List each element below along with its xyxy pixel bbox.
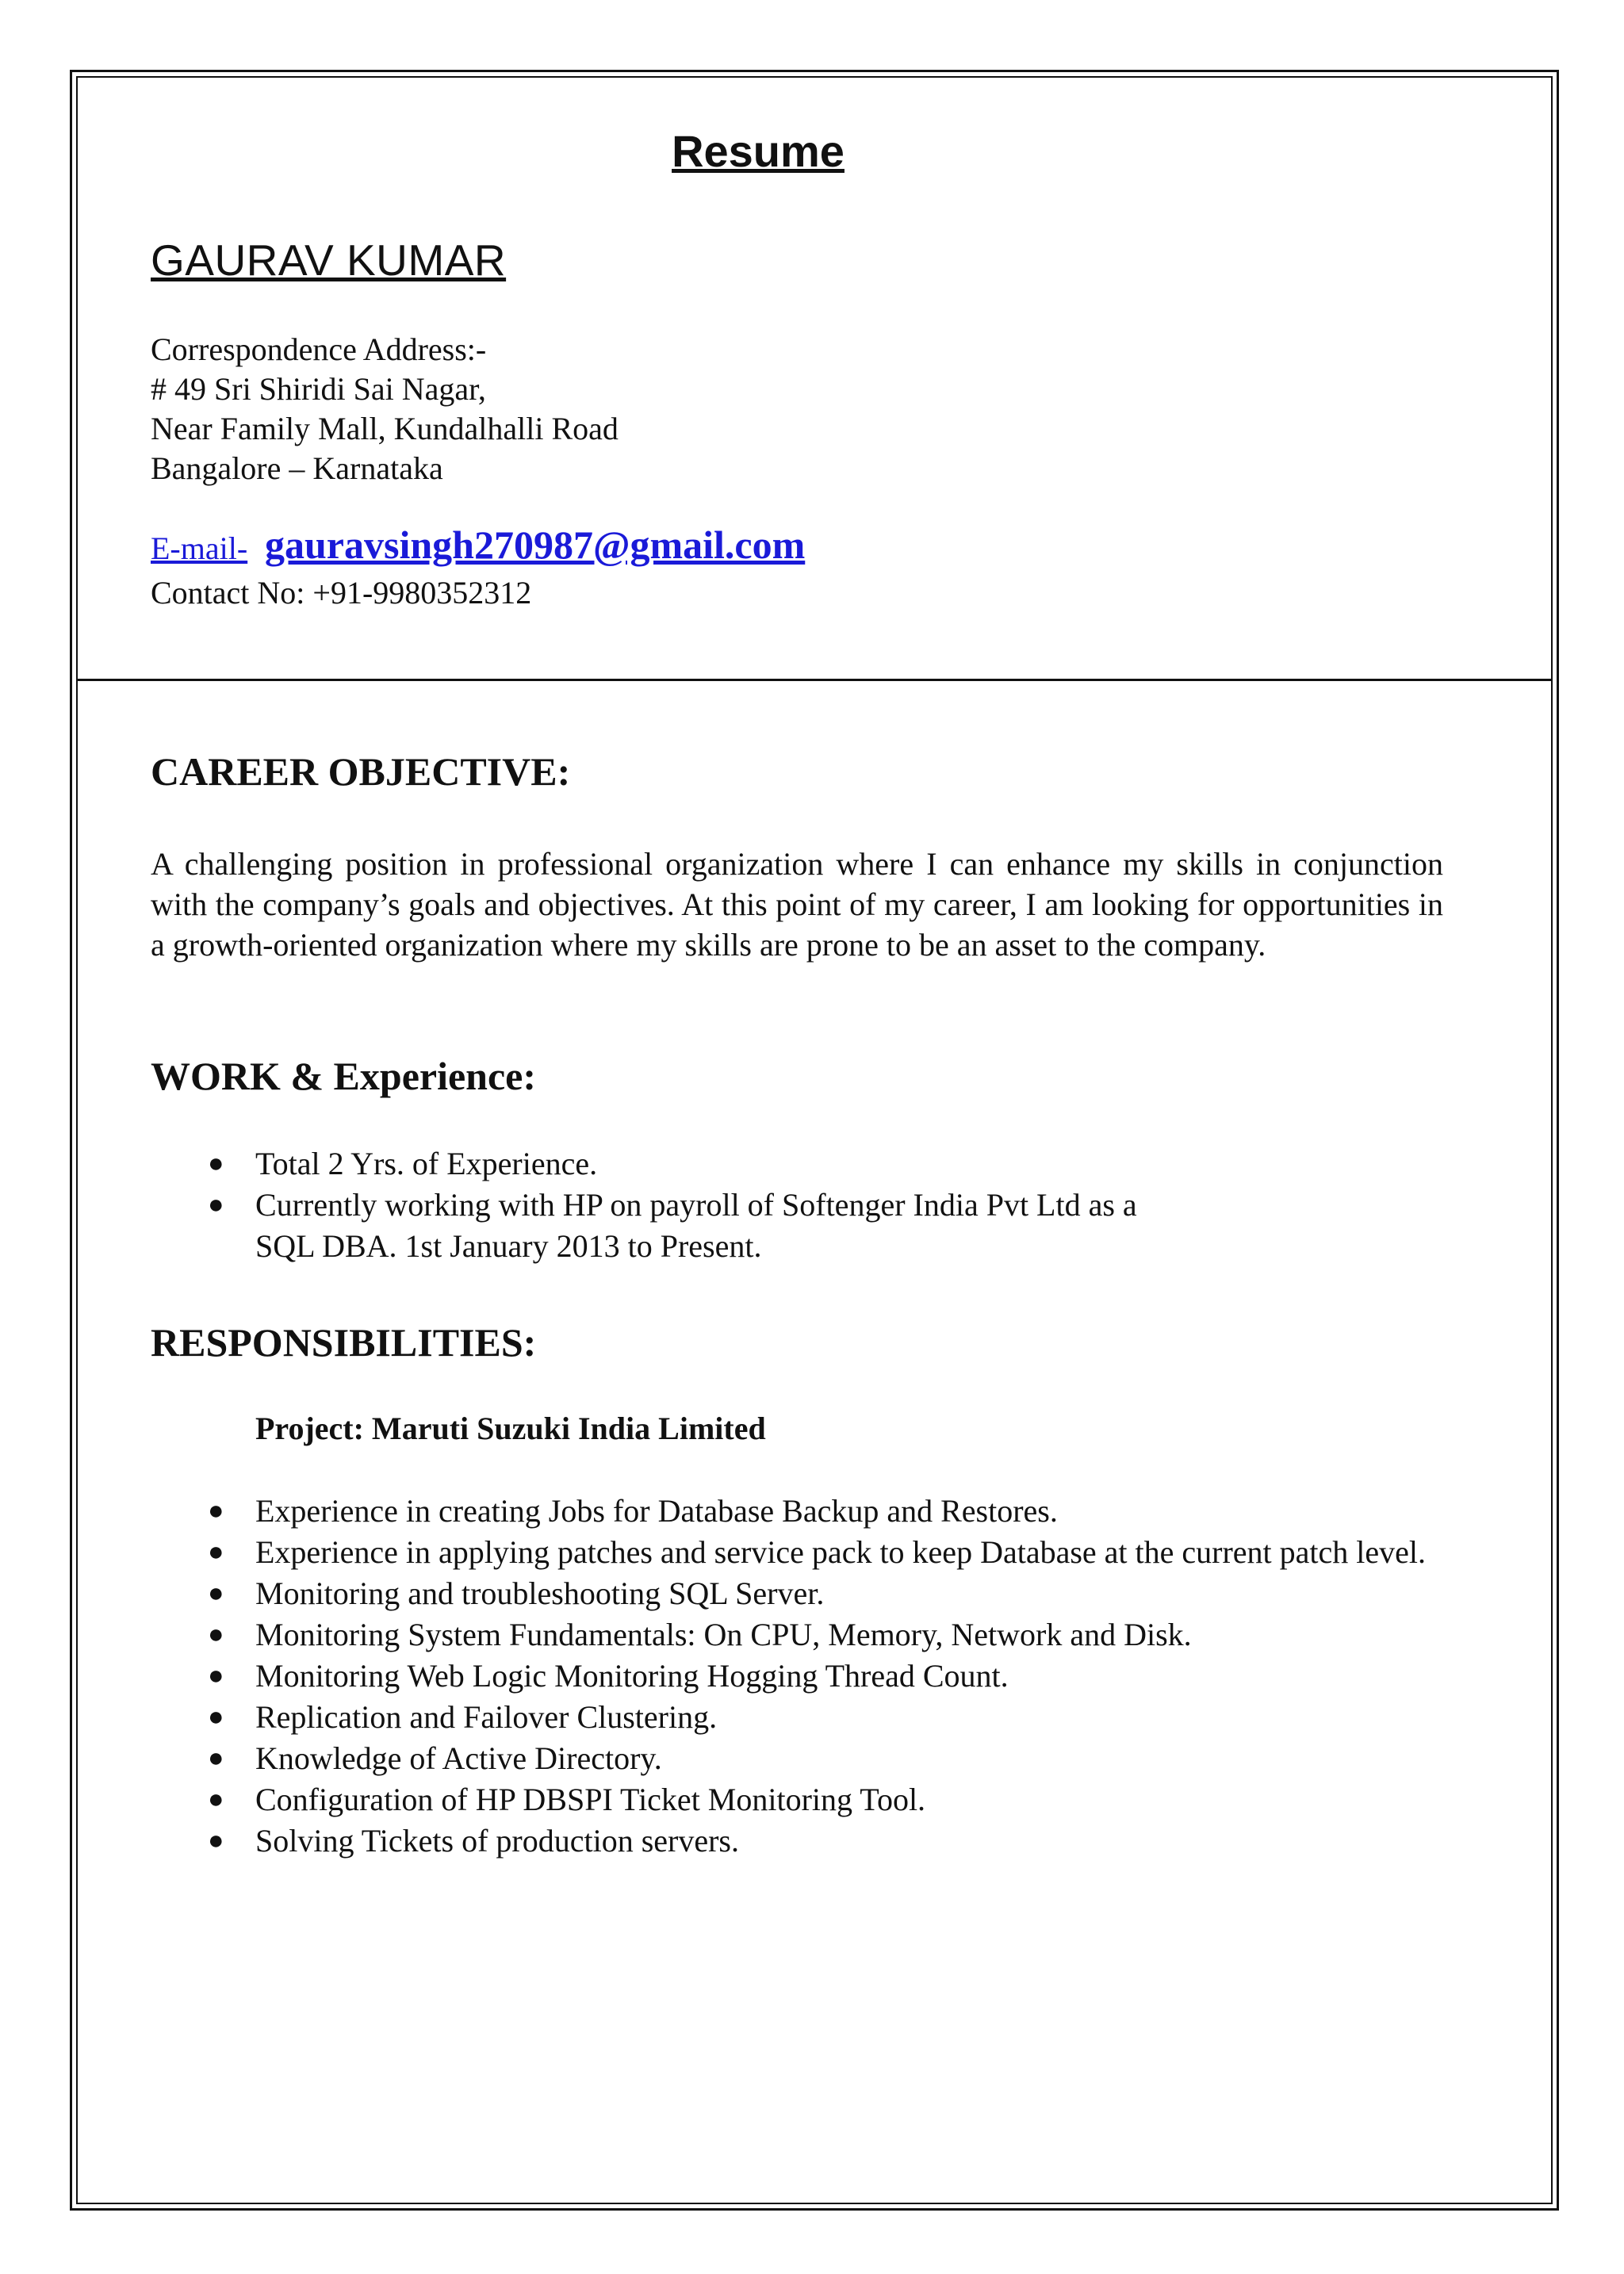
list-item: ● Configuration of HP DBSPI Ticket Monitoring Tool. xyxy=(151,1779,1519,1820)
bullet-dot-icon: ● xyxy=(208,1149,224,1178)
candidate-name: GAURAV KUMAR xyxy=(151,235,507,285)
bullet-dot-icon: ● xyxy=(208,1620,224,1649)
work-experience-heading: WORK & Experience: xyxy=(151,1054,537,1098)
list-item: ● Currently working with HP on payroll of Softenger India Pvt Ltd as a xyxy=(151,1185,1137,1226)
email-label: E-mail- xyxy=(151,530,248,566)
list-item: ● Knowledge of Active Directory. xyxy=(151,1738,1519,1779)
career-objective-text: A challenging position in professional organization where I can enhance my skills in conjunction with the company’s goals and objectives. At this point of my career, I am looking for opportunities in a growth-oriented organization where my skills are prone to be an asset to the company. xyxy=(151,846,1443,963)
list-item: ● Replication and Failover Clustering. xyxy=(151,1697,1519,1738)
list-item: ● Total 2 Yrs. of Experience. xyxy=(151,1143,1137,1185)
contact-number: Contact No: +91-9980352312 xyxy=(151,575,532,611)
work-experience-list xyxy=(151,1143,1137,1267)
project-title: Project: Maruti Suzuki India Limited xyxy=(255,1411,766,1446)
bullet-dot-icon: ● xyxy=(208,1744,224,1773)
bullet-dot-icon: ● xyxy=(208,1785,224,1814)
responsibilities-heading: RESPONSIBILITIES: xyxy=(151,1320,537,1365)
list-item: ● Monitoring System Fundamentals: On CPU, Memory, Network and Disk. xyxy=(151,1614,1519,1656)
list-item: ● Monitoring Web Logic Monitoring Hogging Thread Count. xyxy=(151,1656,1519,1697)
bullet-dot-icon: ● xyxy=(208,1579,224,1608)
address-line-2: Near Family Mall, Kundalhalli Road xyxy=(151,411,619,446)
bullet-dot-icon: ● xyxy=(208,1496,224,1526)
bullet-dot-icon: ● xyxy=(208,1190,224,1219)
list-item: ● Experience in applying patches and service pack to keep Database at the current patch level. xyxy=(151,1532,1519,1573)
list-item: ● Solving Tickets of production servers. xyxy=(151,1820,1519,1862)
bullet-dot-icon: ● xyxy=(208,1826,224,1855)
list-item: ● Experience in creating Jobs for Database Backup and Restores. xyxy=(151,1491,1519,1532)
list-item-continuation: SQL DBA. 1st January 2013 to Present. xyxy=(255,1228,762,1264)
responsibilities-list xyxy=(151,1491,1519,1862)
address-label: Correspondence Address:- xyxy=(151,331,487,367)
career-objective-heading: CAREER OBJECTIVE: xyxy=(151,749,571,794)
bullet-dot-icon: ● xyxy=(208,1661,224,1690)
bullet-dot-icon: ● xyxy=(208,1537,224,1567)
header-divider xyxy=(76,679,1553,681)
email-link[interactable]: gauravsingh270987@gmail.com xyxy=(265,523,806,567)
list-item: ● Monitoring and troubleshooting SQL Server. xyxy=(151,1573,1519,1614)
address-line-3: Bangalore – Karnataka xyxy=(151,450,443,486)
document-title: Resume xyxy=(672,126,845,176)
bullet-dot-icon: ● xyxy=(208,1702,224,1732)
address-line-1: # 49 Sri Shiridi Sai Nagar, xyxy=(151,371,486,407)
